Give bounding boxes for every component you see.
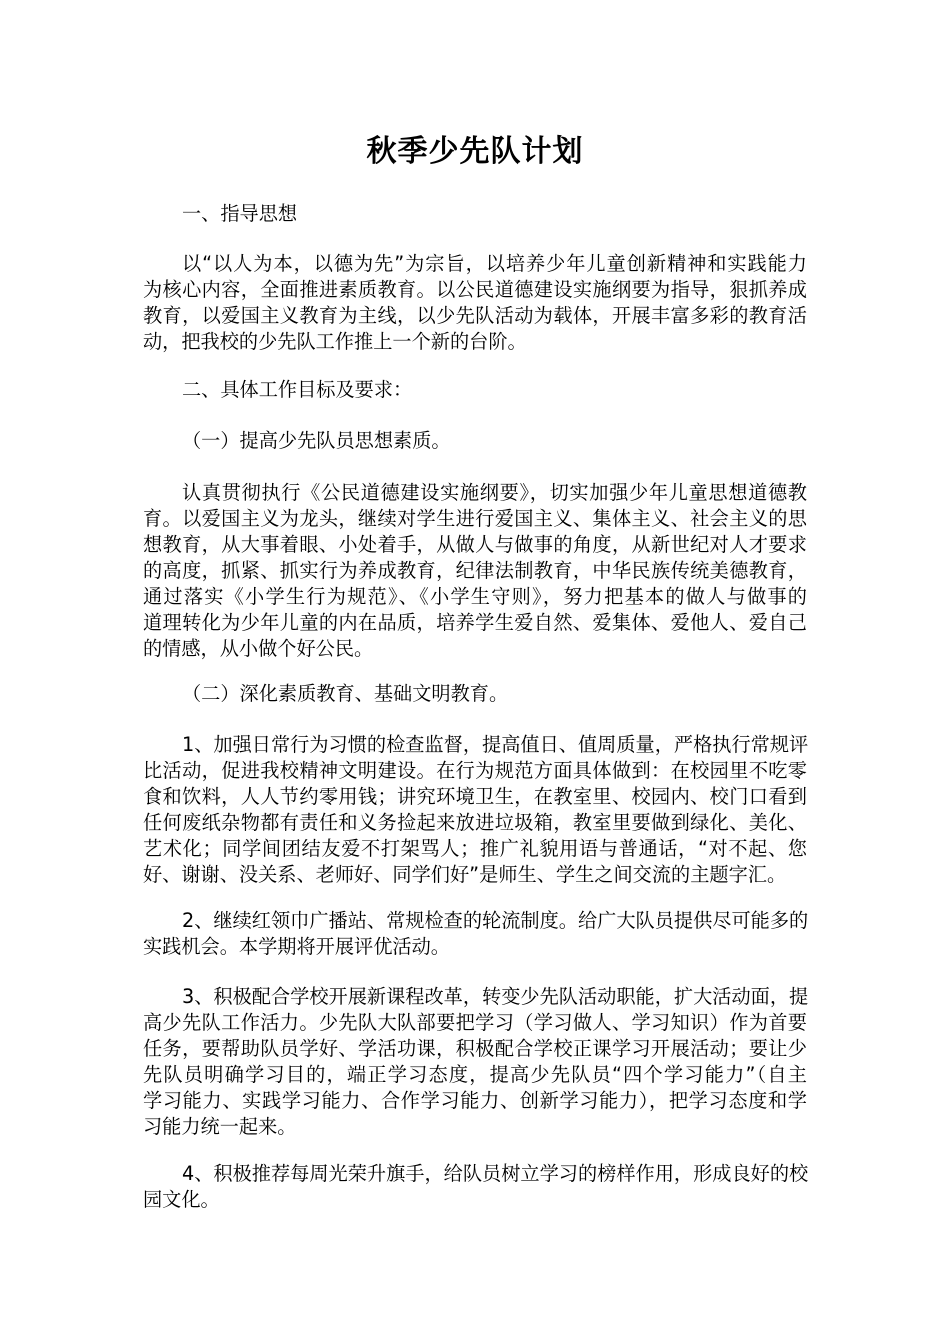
text-line: 认真贯彻执行《公民道德建设实施纲要》，切实加强少年儿童思想道德教 — [182, 481, 807, 504]
text-line: 比活动，促进我校精神文明建设。在行为规范方面具体做到：在校园里不吃零 — [143, 759, 807, 782]
paragraph-ideological-quality — [143, 480, 807, 662]
text-line: 动，把我校的少先队工作推上一个新的台阶。 — [143, 330, 527, 353]
paragraph-item-2 — [143, 908, 807, 960]
subheading-ideological-quality — [143, 428, 807, 454]
text-line: 食和饮料，人人节约零用钱；讲究环境卫生，在教室里、校园内、校门口看到 — [143, 785, 807, 808]
text-line: 4、积极推荐每周光荣升旗手，给队员树立学习的榜样作用，形成良好的校 — [182, 1162, 809, 1185]
text-line: 2、继续红领巾广播站、常规检查的轮流制度。给广大队员提供尽可能多的 — [182, 909, 809, 932]
text-line: 一、指导思想 — [182, 202, 298, 225]
text-line: 3、积极配合学校开展新课程改革，转变少先队活动职能，扩大活动面，提 — [182, 985, 809, 1008]
text-line: 先队员明确学习目的，端正学习态度，提高少先队员“四个学习能力”（自主 — [143, 1063, 807, 1086]
text-line: 艺术化；同学间团结友爱不打架骂人；推广礼貌用语与普通话，“对不起、您 — [143, 837, 807, 860]
paragraph-item-1 — [143, 732, 807, 888]
text-line: 1、加强日常行为习惯的检查监督，提高值日、值周质量，严格执行常规评 — [182, 733, 809, 756]
paragraph-guiding-thought — [143, 251, 807, 355]
document-title: 秋季少先队计划 — [366, 134, 584, 169]
text-line: 高少先队工作活力。少先队大队部要把学习（学习做人、学习知识）作为首要 — [143, 1011, 807, 1034]
text-line: 想教育，从大事着眼、小处着手，从做人与做事的角度，从新世纪对人才要求 — [143, 533, 807, 556]
text-line: （一）提高少先队员思想素质。 — [182, 429, 451, 452]
subheading-quality-education — [143, 681, 807, 707]
text-line: 学习能力、实践学习能力、合作学习能力、创新学习能力），把学习态度和学 — [143, 1089, 807, 1112]
text-line: （二）深化素质教育、基础文明教育。 — [182, 682, 509, 705]
text-line: 好、谢谢、没关系、老师好、同学们好”是师生、学生之间交流的主题字汇。 — [143, 863, 787, 886]
text-line: 道理转化为少年儿童的内在品质，培养学生爱自然、爱集体、爱他人、爱自己 — [143, 611, 807, 634]
paragraph-item-4 — [143, 1161, 807, 1213]
text-line: 任务，要帮助队员学好、学活功课，积极配合学校正课学习开展活动；要让少 — [143, 1037, 807, 1060]
text-line: 任何废纸杂物都有责任和义务捡起来放进垃圾箱，教室里要做到绿化、美化、 — [143, 811, 807, 834]
text-line: 习能力统一起来。 — [143, 1115, 297, 1138]
text-line: 为核心内容，全面推进素质教育。以公民道德建设实施纲要为指导，狠抓养成 — [143, 278, 807, 301]
text-line: 实践机会。本学期将开展评优活动。 — [143, 935, 450, 958]
text-line: 通过落实《小学生行为规范》、《小学生守则》，努力把基本的做人与做事的 — [143, 585, 807, 608]
text-line: 育。以爱国主义为龙头，继续对学生进行爱国主义、集体主义、社会主义的思 — [143, 507, 807, 530]
paragraph-item-3 — [143, 984, 807, 1140]
section-heading-guiding-thought — [143, 201, 807, 227]
section-heading-goals — [143, 377, 807, 403]
text-line: 的情感，从小做个好公民。 — [143, 637, 374, 660]
text-line: 园文化。 — [143, 1188, 220, 1211]
text-line: 二、具体工作目标及要求： — [182, 378, 413, 401]
text-line: 以“以人为本，以德为先”为宗旨，以培养少年儿童创新精神和实践能力 — [182, 252, 807, 275]
text-line: 的高度，抓紧、抓实行为养成教育，纪律法制教育，中华民族传统美德教育， — [143, 559, 807, 582]
text-line: 教育，以爱国主义教育为主线，以少先队活动为载体，开展丰富多彩的教育活 — [143, 304, 807, 327]
